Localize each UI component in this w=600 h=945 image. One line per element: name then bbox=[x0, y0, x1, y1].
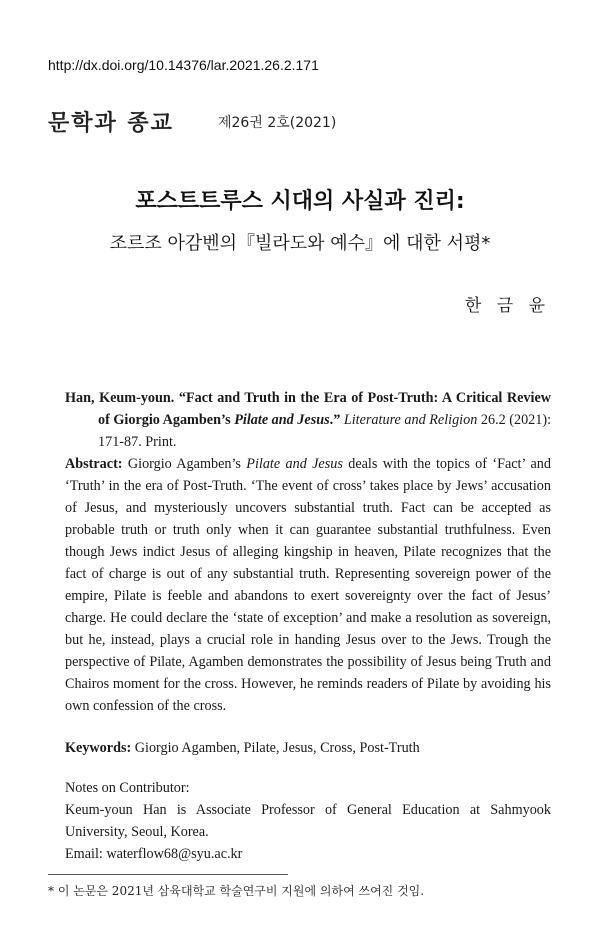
keywords bbox=[65, 737, 551, 759]
keywords-text: Giorgio Agamben, Pilate, Jesus, Cross, Post-Truth bbox=[134, 740, 420, 756]
citation-author: Han, Keum-youn. bbox=[65, 390, 175, 406]
journal-logo: 문학과 종교 bbox=[48, 110, 174, 136]
contributor-email[interactable]: Email: waterflow68@syu.ac.kr bbox=[65, 846, 243, 862]
abstract-label: Abstract: bbox=[65, 456, 123, 472]
issue-info: 제26권 2호(2021) bbox=[218, 115, 337, 131]
abstract bbox=[65, 453, 551, 717]
citation-book-title: Pilate and Jesus bbox=[234, 412, 330, 428]
spacer bbox=[65, 759, 551, 777]
citation-journal: Literature and Religion bbox=[343, 412, 478, 428]
spacer bbox=[65, 717, 551, 737]
footnote-divider bbox=[48, 874, 288, 875]
citation-title: “Fact and Truth in the Era of Post-Truth: A Critical Review of Giorgio Agamben’s bbox=[98, 390, 551, 428]
footnote: * 이 논문은 2021년 삼육대학교 학술연구비 지원에 의하여 쓰여진 것임. bbox=[48, 884, 425, 898]
doi-link[interactable]: http://dx.doi.org/10.14376/lar.2021.26.2.171 bbox=[48, 57, 319, 73]
abstract-text: deals with the topics of ‘Fact’ and ‘Truth’ in the era of Post-Truth. ‘The event of cross’ takes place by Jews’ accusation of Jesus, and mysteriously uncovers substantial truth. Fact can be accepted as probable truth or truth only when it can guarantee substantial truthfulness. Even though Jews indict Jesus of alleging kingship in heaven, Pilate recognizes that the fact of charge is out of any substantial truth. Representing sovereign power of the empire, Pilate is feeble and abandons to exert sovereignty over the fact of Jesus’ charge. He could declare the ‘state of exception’ and make a resolution as sovereign, but he, instead, plays a crucial role in handing Jesus over to the Jews. Trough the perspective of Pilate, Agamben demonstrates the possibility of Jesus being Truth and Chairos moment for the cross. However, he reminds readers of Pilate by avoiding his own confession of the cross. bbox=[65, 456, 551, 714]
citation-details: 26.2 (2021): 171-87. Print. bbox=[98, 412, 552, 450]
author-name: 한 금 윤 bbox=[464, 296, 550, 316]
abstract-text-start: Giorgio Agamben’s bbox=[127, 456, 241, 472]
citation-title-end: .” bbox=[329, 412, 341, 428]
contributor-bio: Keum-youn Han is Associate Professor of General Education at Sahmyook University, Seoul, Korea. bbox=[65, 802, 551, 840]
abstract-book-title: Pilate and Jesus bbox=[246, 456, 343, 472]
keywords-label: Keywords: bbox=[65, 740, 132, 756]
article-subtitle: 조르조 아감벤의『빌라도와 예수』에 대한 서평* bbox=[109, 233, 491, 254]
article-front-matter bbox=[65, 387, 551, 865]
citation bbox=[65, 387, 551, 453]
contributor-heading: Notes on Contributor: bbox=[65, 780, 190, 796]
article-title: 포스트트루스 시대의 사실과 진리: bbox=[135, 189, 465, 214]
